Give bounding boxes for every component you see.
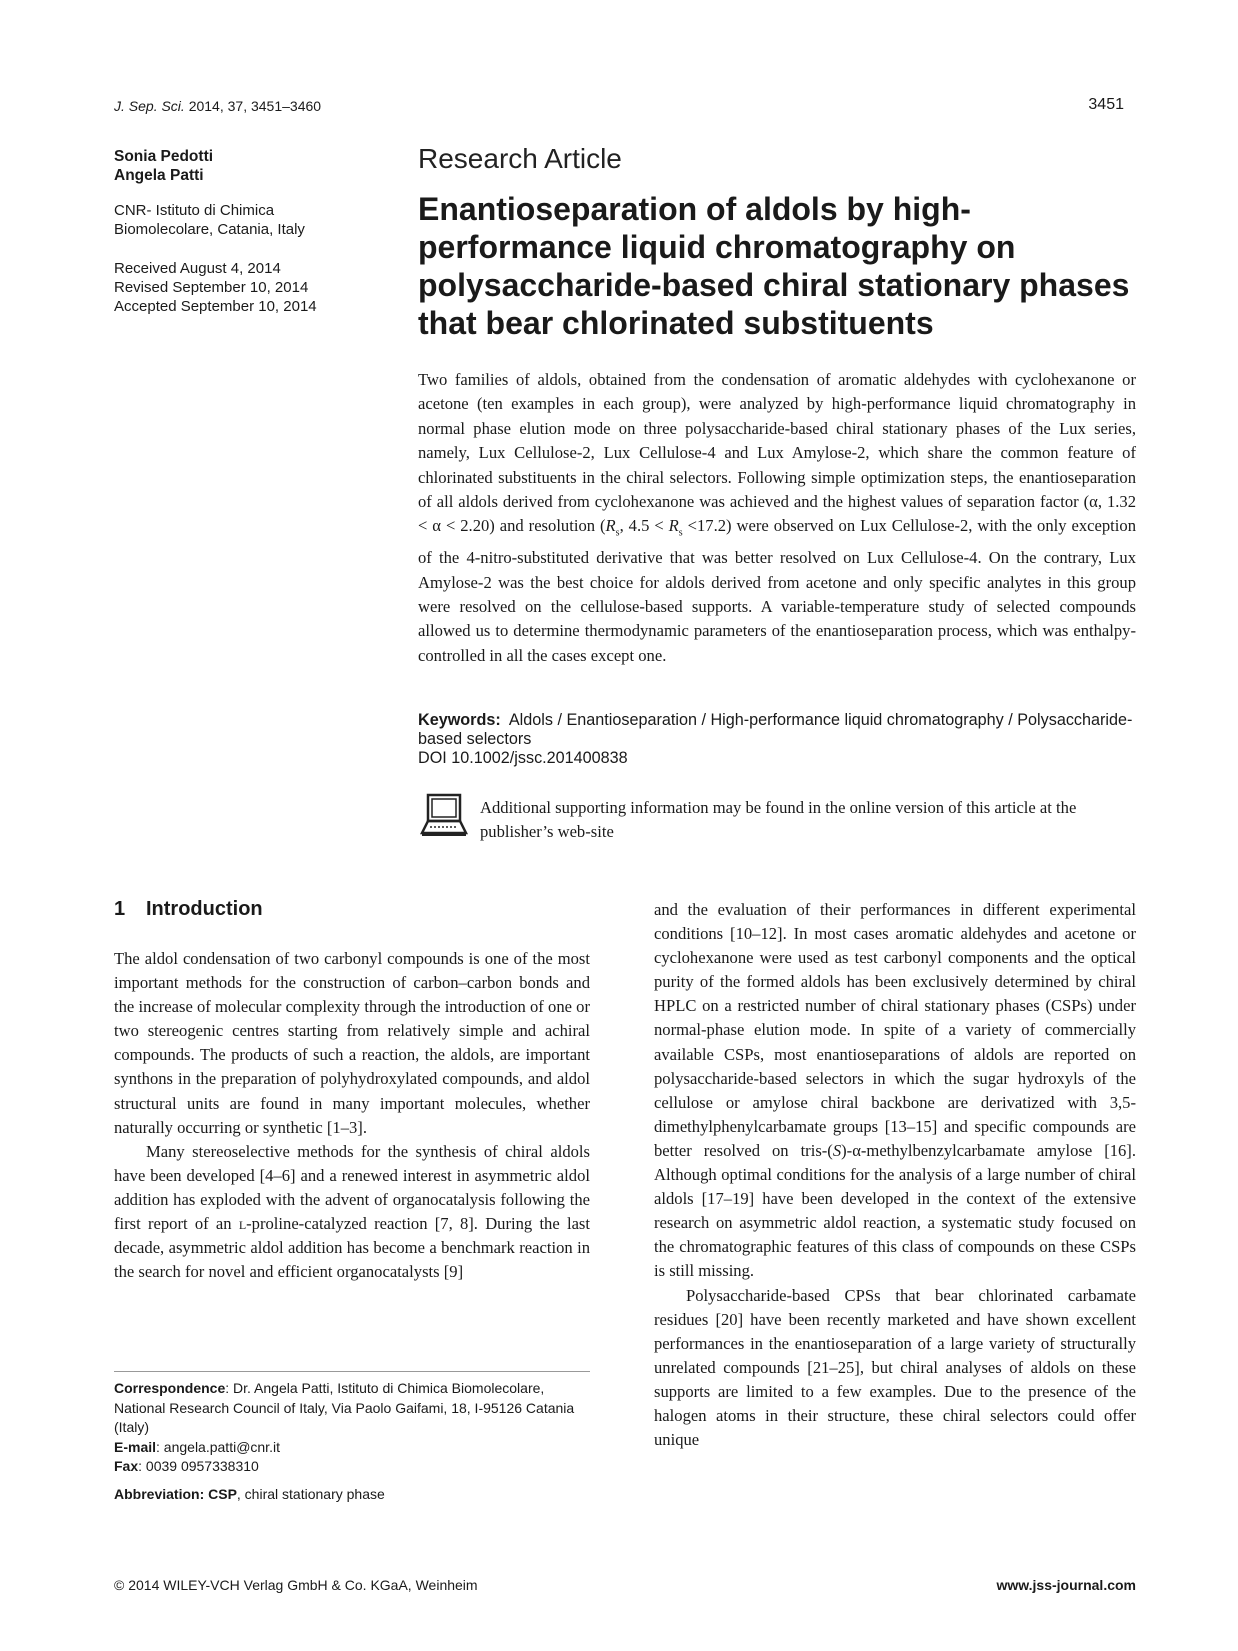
affiliation (114, 201, 364, 239)
abstract-text: , 4.5 < (619, 516, 669, 536)
paragraph (114, 1140, 590, 1285)
small-cap-letter: l (238, 1214, 247, 1234)
fax-label: Fax (114, 1458, 139, 1474)
abbreviation-note (114, 1486, 590, 1502)
running-head (114, 98, 321, 114)
supporting-info-note: Additional supporting information may be found in the online version of this article at the publisher’s web-site (480, 798, 1077, 841)
abbreviation-label: Abbreviation: CSP (114, 1486, 237, 1502)
rs-symbol: R (668, 516, 679, 536)
keywords-label: Keywords: (418, 711, 501, 729)
abbreviation-text: , chiral stationary phase (236, 1486, 385, 1502)
rs-symbol: R (605, 516, 616, 536)
article-title: Enantioseparation of aldols by high-performance liquid chromatography on polysaccharide-based chiral stationary phases that bear chlorinated substituents (418, 191, 1130, 341)
stereo-descriptor: S (832, 1140, 842, 1160)
accepted-date: Accepted September 10, 2014 (114, 298, 317, 315)
author-name: Angela Patti (114, 167, 204, 184)
received-date: Received August 4, 2014 (114, 260, 281, 277)
page-number: 3451 (1088, 96, 1124, 113)
journal-name: J. Sep. Sci. (114, 98, 185, 114)
revised-date: Revised September 10, 2014 (114, 279, 309, 296)
paragraph: Polysaccharide-based CPSs that bear chlorinated carbamate residues [20] have been recently marketed and have shown excellent performances in the enantioseparation of a large variety of structurally unrelated compounds [21–25], but chiral analyses of aldols on these supports are limited to a few examples. Due to the presence of the halogen atoms in their structure, these chiral selectors could offer unique (654, 1285, 1136, 1450)
email-label: E-mail (114, 1438, 157, 1455)
paragraph: The aldol condensation of two carbonyl compounds is one of the most important methods for the construction of carbon–carbon bonds and the increase of molecular complexity through the introduction of one or two stereogenic centres starting from relatively simple and achiral compounds. The products of such a reaction, the aldols, are important synthons in the preparation of polyhydroxylated compounds, and aldol structural units are found in many important molecules, whether naturally occurring or synthetic [1–3]. (114, 949, 590, 1137)
section-title: Introduction (146, 898, 263, 920)
doi[interactable]: DOI 10.1002/jssc.201400838 (418, 749, 628, 767)
fax-number: : 0039 0957338310 (138, 1458, 259, 1474)
copyright: © 2014 WILEY-VCH Verlag GmbH & Co. KGaA, Weinheim (114, 1577, 478, 1593)
paragraph-text: and the evaluation of their performances in different experimental conditions [10–12]. In most cases aromatic aldehydes and acetone or cyclohexanone were used as test carbonyl components and the optical purity of the formed aldols has been exclusively determined by chiral HPLC on a restricted number of chiral stationary phases (CSPs) under normal-phase elution mode. In spite of a variety of commercially available CSPs, most enantioseparations of aldols are reported on polysaccharide-based selectors in which the sugar hydroxyls of the cellulose or amylose chiral backbone are derivatized with 3,5-dimethylphenylcarbamate groups [13–15] and specific compounds are better resolved on tris-( (654, 900, 1136, 1160)
rs-subscript: s (678, 527, 683, 539)
footnote-divider (114, 1371, 590, 1372)
abstract-text: <17.2) were observed on Lux Cellulose-2, with the only exception of the 4-nitro-substituted derivative that was better resolved on Lux Cellulose-4. On the contrary, Lux Amylose-2 was the best choice for aldols derived from acetone and only specific analytes in this group were resolved on the cellulose-based supports. A variable-temperature study of selected compounds allowed us to determine thermodynamic parameters of the enantioseparation process, which was enthalpy-controlled in all the cases except one. (418, 516, 1136, 665)
author-name: Sonia Pedotti (114, 148, 214, 165)
keywords-block (418, 711, 1136, 768)
affiliation-line: Biomolecolare, Catania, Italy (114, 221, 305, 238)
keywords-list: Aldols / Enantioseparation / High-performance liquid chromatography / Polysaccharide-based selectors (418, 711, 1133, 748)
author-list (114, 147, 364, 185)
body-column-left (114, 947, 590, 1284)
section-heading (114, 898, 263, 921)
paragraph-text: )-α-methylbenzylcarbamate amylose [16]. Although optimal conditions for the analysis of a large number of chiral aldols [17–19] have been developed in the context of the extensive research on asymmetric aldol reaction, a systematic study focused on the chromatographic features of this class of compounds on these CSPs is still missing. (654, 1140, 1136, 1281)
laptop-icon (420, 793, 468, 839)
history-dates (114, 259, 364, 316)
affiliation-line: CNR- Istituto di Chimica (114, 202, 275, 219)
paragraph (654, 898, 1136, 1284)
rs-subscript: s (615, 527, 620, 539)
email-address[interactable]: : angela.patti@cnr.it (156, 1438, 280, 1455)
abstract-text: Two families of aldols, obtained from the condensation of aromatic aldehydes with cyclohexanone or acetone (ten examples in each group), were analyzed by high-performance liquid chromatography in normal phase elution mode on three polysaccharide-based chiral stationary phases of the Lux series, namely, Lux Cellulose-2, Lux Cellulose-4 and Lux Amylose-2, which share the common feature of chlorinated substituents in the chiral selectors. Following simple optimization steps, the enantioseparation of all aldols derived from cyclohexanone was achieved and the highest values of separation factor (α, 1.32 < α < 2.20) and resolution ( (418, 370, 1136, 536)
abstract (418, 368, 1136, 668)
article-type: Research Article (418, 143, 622, 174)
correspondence-label: Correspondence (114, 1380, 226, 1396)
article-meta-sidebar (114, 147, 364, 316)
correspondence-text: : Dr. Angela Patti, Istituto di Chimica Biomolecolare, National Research Council of Italy, Via Paolo Gaifami, 18, I-95126 Catania (Italy) (114, 1380, 575, 1435)
body-column-right (654, 898, 1136, 1452)
journal-website-link[interactable]: www.jss-journal.com (996, 1577, 1136, 1593)
paragraph-text: -proline-catalyzed reaction [7, 8]. During the last decade, asymmetric aldol addition has become a benchmark reaction in the search for novel and efficient organocatalysts [9] (114, 1214, 590, 1282)
section-number: 1 (114, 898, 126, 920)
correspondence-note (114, 1379, 590, 1477)
citation: 2014, 37, 3451–3460 (188, 98, 322, 114)
paragraph-text: Many stereoselective methods for the synthesis of chiral aldols have been developed [4–6] and a renewed interest in asymmetric aldol addition has exploded with the advent of organocatalysis following the first report of an (114, 1141, 590, 1234)
